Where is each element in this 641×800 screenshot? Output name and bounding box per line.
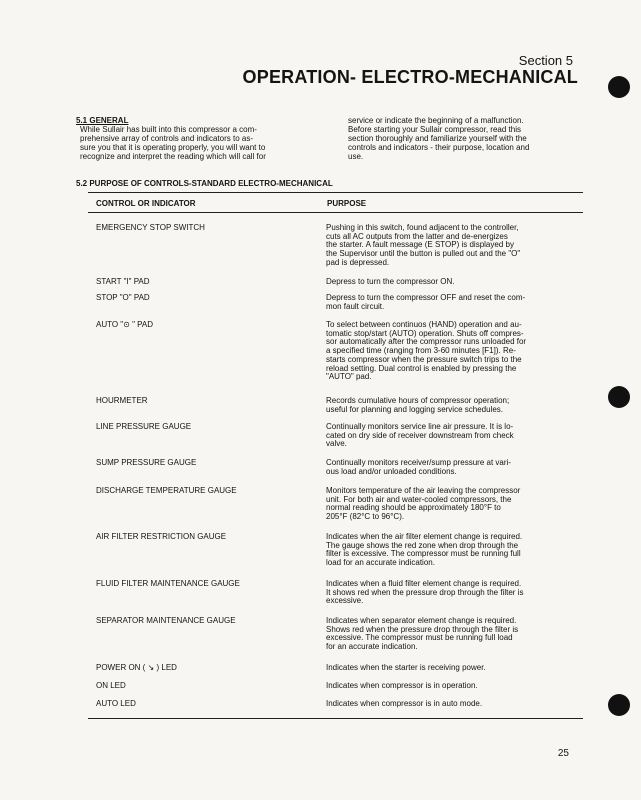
purpose-line: Indicates when compressor is in auto mode.: [326, 699, 483, 708]
control-cell: EMERGENCY STOP SWITCH: [96, 223, 205, 232]
purpose-line: Depress to turn the compressor OFF and reset the com-: [326, 293, 526, 302]
purpose-cell: [326, 700, 582, 709]
purpose-cell: [326, 423, 582, 449]
punch-hole-top: [608, 76, 630, 98]
purpose-line: 205°F (82°C to 96°C).: [326, 512, 405, 522]
purpose-heading: 5.2 PURPOSE OF CONTROLS-STANDARD ELECTRO-MECHANICAL: [76, 179, 333, 188]
purpose-line: unit. For both air and water-cooled compressors, the: [326, 494, 512, 504]
purpose-line: useful for planning and logging service schedules.: [326, 404, 504, 414]
control-cell: LINE PRESSURE GAUGE: [96, 422, 192, 431]
purpose-line: valve.: [326, 439, 347, 449]
purpose-cell: [326, 224, 582, 268]
control-cell: SEPARATOR MAINTENANCE GAUGE: [96, 616, 236, 625]
purpose-cell: [326, 294, 582, 311]
purpose-cell: [326, 664, 582, 673]
purpose-line: Indicates when separator element change is required.: [326, 616, 517, 625]
general-right-line: section thoroughly and familiarize yourself with the: [348, 134, 527, 143]
table-bottom-rule: [88, 718, 583, 719]
purpose-cell: [326, 533, 582, 568]
purpose-cell: [326, 459, 582, 476]
control-cell: AUTO "⊙ " PAD: [96, 320, 153, 329]
general-right-line: Before starting your Sullair compressor, read this: [348, 125, 521, 134]
column-header-purpose: PURPOSE: [327, 199, 367, 208]
general-left-line: recognize and interpret the reading which will call for: [80, 152, 266, 161]
purpose-line: pad is depressed.: [326, 257, 390, 267]
purpose-cell: [326, 397, 582, 414]
purpose-line: "AUTO" pad.: [326, 372, 372, 382]
control-cell: FLUID FILTER MAINTENANCE GAUGE: [96, 579, 240, 588]
general-heading: 5.1 GENERAL: [76, 116, 129, 125]
purpose-line: excessive.: [326, 596, 364, 606]
purpose-line: starts compressor when the pressure switch trips to the: [326, 354, 522, 364]
purpose-cell: [326, 580, 582, 606]
page-number: 25: [557, 748, 569, 759]
purpose-line: Indicates when the starter is receiving power.: [326, 663, 486, 672]
page-title: OPERATION- ELECTRO-MECHANICAL: [242, 67, 578, 87]
control-cell: SUMP PRESSURE GAUGE: [96, 458, 197, 467]
purpose-cell: [326, 617, 582, 652]
purpose-line: Indicates when a fluid filter element change is required.: [326, 579, 522, 588]
purpose-line: for an accurate indication.: [326, 642, 418, 652]
purpose-line: To select between continuos (HAND) operation and au-: [326, 320, 522, 329]
control-cell: AIR FILTER RESTRICTION GAUGE: [96, 532, 227, 541]
column-header-control: CONTROL OR INDICATOR: [96, 199, 196, 208]
table-header-rule: [88, 212, 583, 213]
purpose-line: Indicates when the air filter element change is required.: [326, 532, 523, 541]
control-cell: ON LED: [96, 681, 126, 690]
purpose-line: Monitors temperature of the air leaving the compressor: [326, 486, 521, 495]
purpose-cell: [326, 682, 582, 691]
general-right-column: [348, 116, 584, 161]
purpose-line: Indicates when compressor is in operation.: [326, 681, 478, 690]
general-left-line: prehensive array of controls and indicators to as-: [80, 134, 253, 143]
general-right-line: service or indicate the beginning of a malfunction.: [348, 116, 524, 125]
punch-hole-bottom: [608, 694, 630, 716]
general-right-line: controls and indicators - their purpose, location and: [348, 143, 530, 152]
purpose-line: the Supervisor until the button is pulled out and the "O": [326, 249, 521, 259]
purpose-line: cated on dry side of receiver downstream from check: [326, 430, 514, 440]
control-cell: HOURMETER: [96, 396, 148, 405]
purpose-line: Pushing in this switch, found adjacent to the controller,: [326, 223, 519, 232]
table-top-rule: [88, 192, 583, 193]
purpose-line: tomatic stop/start (AUTO) operation. Shuts off compres-: [326, 328, 524, 338]
purpose-line: load for an accurate indication.: [326, 558, 435, 568]
purpose-line: Records cumulative hours of compressor operation;: [326, 396, 510, 405]
purpose-line: ous load and/or unloaded conditions.: [326, 466, 457, 476]
purpose-line: The gauge shows the red zone when drop through the: [326, 540, 519, 550]
purpose-line: mon fault circuit.: [326, 301, 385, 311]
general-left-line: sure you that it is operating properly, you will want to: [80, 143, 266, 152]
purpose-line: a specified time (ranging from 3-60 minutes [F1]). Re-: [326, 346, 516, 356]
control-cell: STOP "O" PAD: [96, 293, 150, 302]
punch-hole-middle: [608, 386, 630, 408]
purpose-line: the starter. A fault message (E STOP) is displayed by: [326, 240, 514, 250]
general-right-line: use.: [348, 152, 364, 161]
purpose-line: reload setting. Dual control is enabled by pressing the: [326, 363, 517, 373]
purpose-line: sor automatically after the compressor runs unloaded for: [326, 337, 527, 347]
purpose-cell: [326, 278, 582, 287]
purpose-line: It shows red when the pressure drop through the filter is: [326, 587, 524, 597]
control-cell: START "I" PAD: [96, 277, 150, 286]
purpose-line: normal reading should be approximately 180°F to: [326, 503, 501, 513]
purpose-line: excessive. The compressor must be running full load: [326, 633, 513, 643]
purpose-cell: [326, 487, 582, 522]
general-left-column: [76, 116, 316, 161]
control-cell: DISCHARGE TEMPERATURE GAUGE: [96, 486, 237, 495]
general-left-line: While Sullair has built into this compressor a com-: [80, 125, 257, 134]
purpose-line: cuts all AC outputs from the latter and de-energizes: [326, 231, 508, 241]
purpose-cell: [326, 321, 582, 382]
purpose-line: Depress to turn the compressor ON.: [326, 277, 455, 286]
purpose-line: Shows red when the pressure drop through the filter is: [326, 624, 519, 634]
purpose-line: Continually monitors receiver/sump pressure at vari-: [326, 458, 511, 467]
purpose-line: Continually monitors service line air pressure. It is lo-: [326, 422, 514, 431]
purpose-line: filter is excessive. The compressor must be running full: [326, 549, 521, 559]
section-label: Section 5: [518, 53, 573, 68]
control-cell: AUTO LED: [96, 699, 136, 708]
control-cell: POWER ON ( ↘ ) LED: [96, 663, 177, 672]
